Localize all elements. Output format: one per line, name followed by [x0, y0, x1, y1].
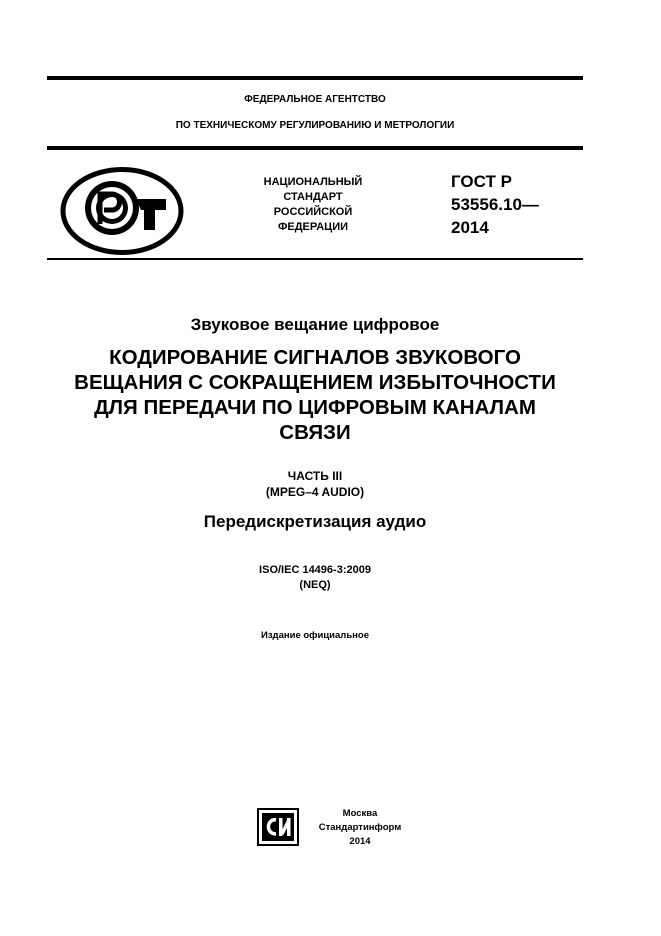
part-line: (MPEG–4 AUDIO)	[265, 485, 365, 499]
gost-line: 2014	[451, 218, 489, 237]
national-line: РОССИЙСКОЙ	[273, 206, 353, 218]
national-line: ФЕДЕРАЦИИ	[277, 221, 349, 233]
document-part	[47, 468, 583, 500]
publisher-city: Москва	[342, 808, 378, 819]
title-line: ВЕЩАНИЯ С СОКРАЩЕНИЕМ ИЗБЫТОЧНОСТИ	[74, 371, 556, 394]
edition-label: Издание официальное	[261, 630, 369, 641]
national-line: СТАНДАРТ	[283, 191, 343, 203]
iso-line: ISO/IEC 14496-3:2009	[259, 564, 371, 576]
iso-reference	[47, 563, 583, 593]
gost-designation	[451, 170, 591, 239]
document-subject: Передискретизация аудио	[203, 512, 427, 531]
title-line: КОДИРОВАНИЕ СИГНАЛОВ ЗВУКОВОГО	[109, 346, 521, 369]
agency-name-line-1: ФЕДЕРАЛЬНОЕ АГЕНТСТВО	[244, 94, 386, 105]
top-rule	[47, 76, 583, 80]
publisher-info	[301, 807, 419, 849]
gost-line: 53556.10—	[451, 195, 539, 214]
title-line: ДЛЯ ПЕРЕДАЧИ ПО ЦИФРОВЫМ КАНАЛАМ	[94, 396, 536, 419]
document-subtitle: Звуковое вещание цифровое	[190, 315, 440, 334]
iso-line: (NEQ)	[299, 579, 331, 591]
header-rule	[47, 146, 583, 150]
title-line: СВЯЗИ	[279, 421, 351, 444]
gost-line: ГОСТ Р	[451, 172, 512, 191]
publication-year: 2014	[349, 836, 371, 847]
national-line: НАЦИОНАЛЬНЫЙ	[263, 176, 363, 188]
standartinform-logo-icon	[257, 808, 299, 846]
box-bottom-rule	[47, 258, 583, 260]
document-title	[47, 345, 583, 445]
national-standard-label	[232, 175, 394, 235]
rst-certification-logo-icon	[60, 166, 184, 256]
agency-name-line-2: ПО ТЕХНИЧЕСКОМУ РЕГУЛИРОВАНИЮ И МЕТРОЛОГИИ	[175, 120, 455, 131]
publisher-name: Стандартинформ	[318, 822, 402, 833]
part-line: ЧАСТЬ III	[287, 469, 343, 483]
